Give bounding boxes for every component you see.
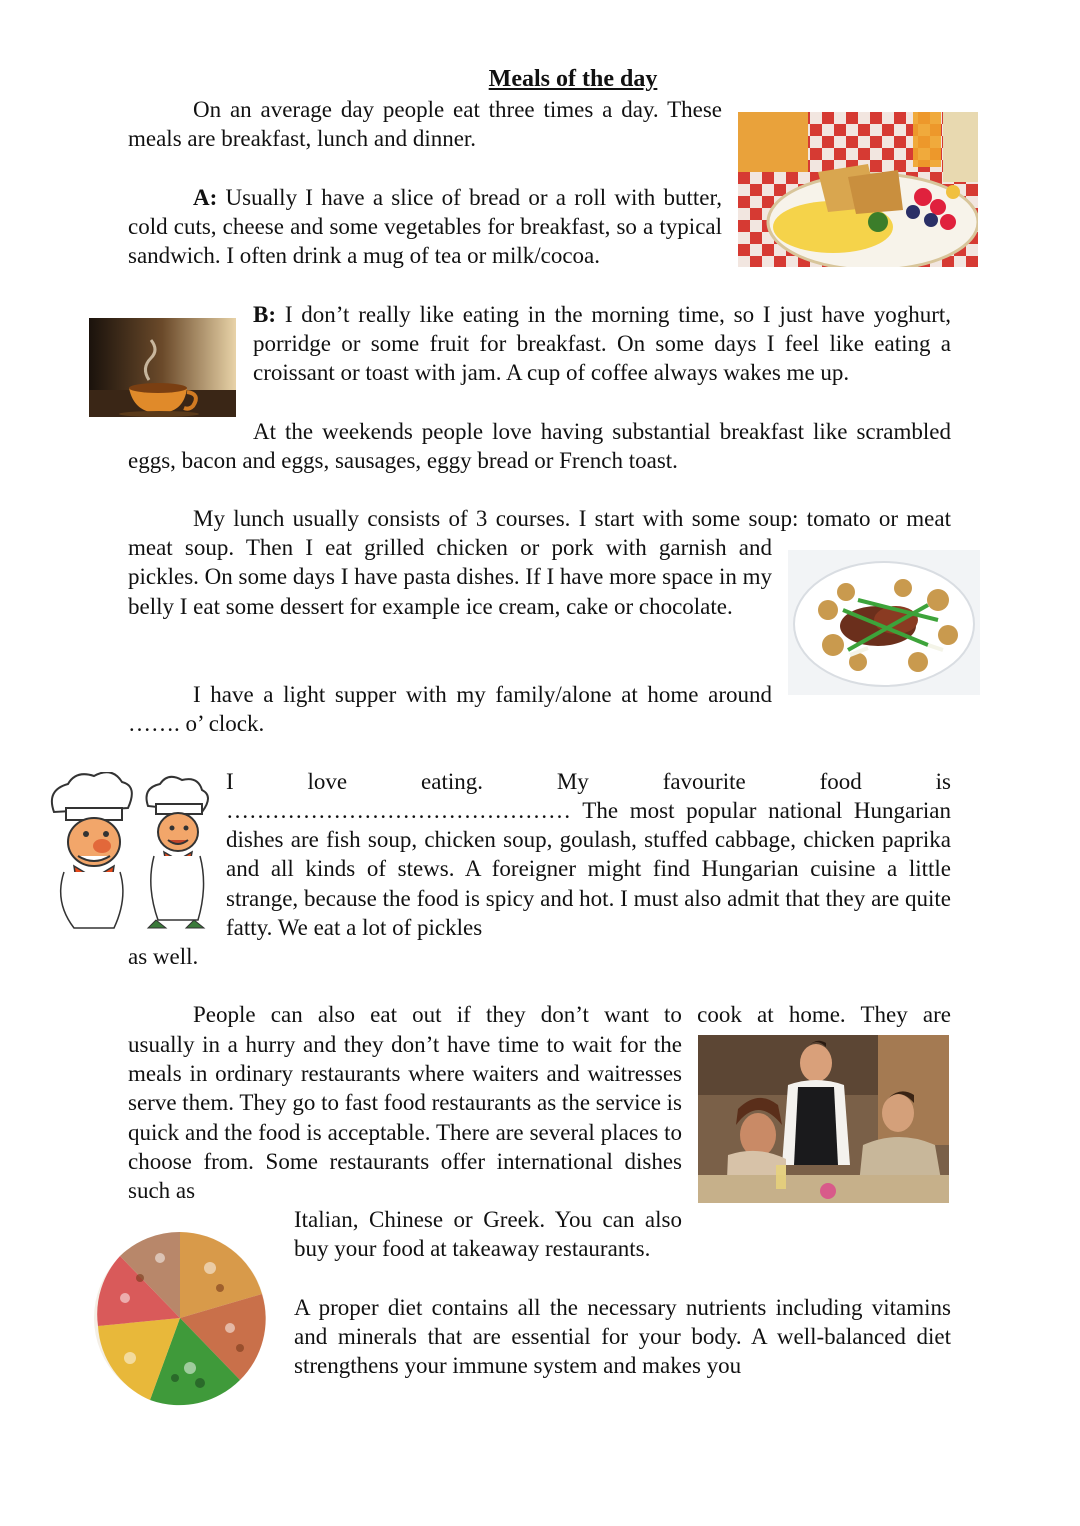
favourite-word: is: [935, 769, 951, 794]
favourite-word: food: [819, 769, 862, 794]
supper-paragraph: I have a light supper with my family/alone at home around ……. o’ clock.: [128, 682, 772, 737]
favourite-tail: as well.: [128, 944, 199, 969]
person-b-label: B:: [253, 302, 276, 327]
person-a-paragraph: [128, 183, 722, 271]
page-title: Meals of the day: [488, 66, 658, 92]
intro-paragraph: On an average day people eat three times a day. These meals are breakfast, lunch and dinner.: [128, 97, 722, 152]
coffee-cup-photo: [89, 318, 236, 417]
favourite-word: favourite: [662, 769, 746, 794]
restaurant-waiter-photo: [698, 1035, 949, 1203]
favourite-word: My: [556, 769, 589, 794]
favourite-word: love: [307, 769, 348, 794]
lunch-line-1: [128, 504, 951, 533]
favourite-dots: ………………………………………: [226, 798, 571, 823]
person-a-label: A:: [193, 185, 218, 210]
favourite-word: eating.: [421, 769, 483, 794]
lunch-text-a: My lunch usually consists of 3 courses. I start with some soup: tomato or meat: [193, 506, 951, 531]
favourite-word: I: [226, 769, 234, 794]
weekends-paragraph: At the weekends people love having substantial breakfast like scrambled eggs, bacon and eggs, sausages, eggy bread or French toast.: [128, 419, 951, 474]
eating-out-first-line: People can also eat out if they don’t want to cook at home. They are: [193, 1002, 951, 1027]
lunch-wrap-region: [128, 533, 772, 651]
lunch-lines-rest: meat soup. Then I eat grilled chicken or pork with garnish and pickles. On some days I have pasta dishes. If I have more space in my belly I eat some dessert for example ice cream, cake or chocolate.: [128, 535, 772, 619]
breakfast-plate-photo: [738, 112, 978, 267]
favourite-text: The most popular national Hungarian dishes are fish soup, chicken soup, goulash, stuffed cabbage, chicken paprika and all kinds of stews. A foreigner might find Hungarian cuisine a little strange, because the food is spicy and hot. I must also admit that they are quite fatty. We eat a lot of pickles: [226, 798, 951, 940]
chefs-cartoon-image: [44, 772, 212, 932]
eating-out-continuation: Italian, Chinese or Greek. You can also buy your food at takeaway restaurants.: [294, 1207, 682, 1262]
grilled-meat-dish-photo: [788, 550, 980, 695]
person-a-text: Usually I have a slice of bread or a roll with butter, cold cuts, cheese and some vegetables for breakfast, so a typical sandwich. I often drink a mug of tea or milk/cocoa.: [128, 185, 722, 269]
favourite-paragraph: [226, 796, 951, 942]
favourite-first-line: [226, 767, 951, 797]
diet-paragraph: A proper diet contains all the necessary nutrients including vitamins and minerals that are essential for your body. A well-balanced diet strengthens your immune system and makes you: [294, 1295, 951, 1379]
food-groups-plate-image: [90, 1228, 270, 1408]
eating-out-paragraph: usually in a hurry and they don’t have time to wait for the meals in ordinary restaurants where waiters and waitresses serve them. They go to fast food restaurants as the service is quick and the food is acceptable. There are several places to choose from. Some restaurants offer international dishes such as: [128, 1032, 682, 1204]
person-b-text: I don’t really like eating in the morning time, so I just have yoghurt, porridge or some fruit for breakfast. On some days I feel like eating a croissant or toast with jam. A cup of coffee always wakes me up.: [253, 302, 951, 386]
person-b-paragraph: [253, 300, 951, 388]
